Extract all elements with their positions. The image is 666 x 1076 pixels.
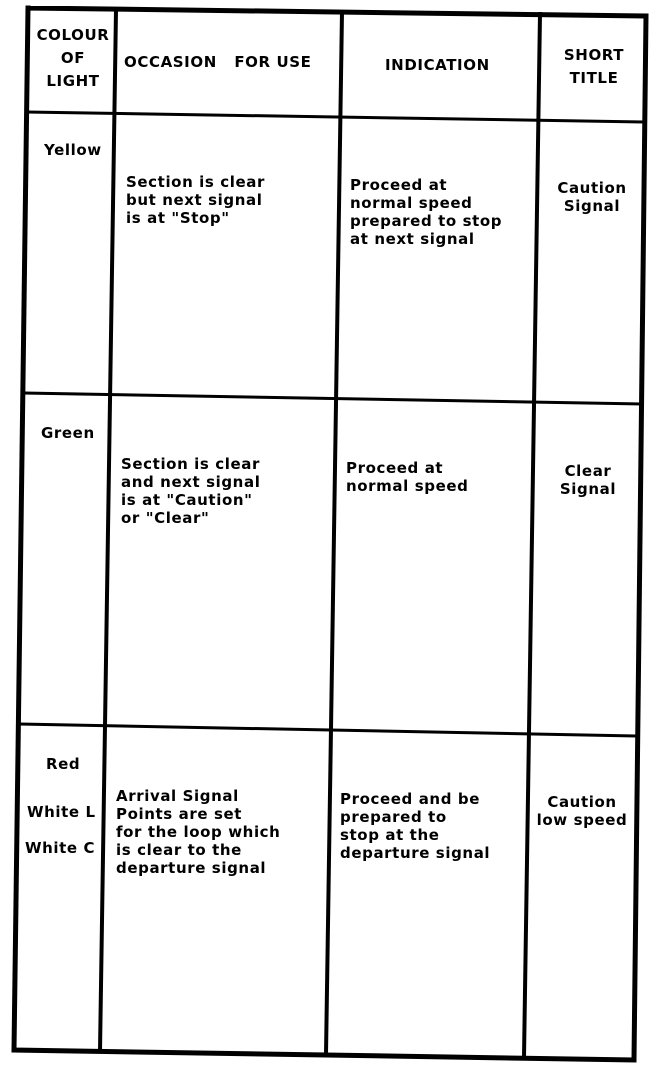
header-short-title-line-1: SHORT — [563, 46, 625, 64]
header-colour-line-3: LIGHT — [46, 72, 100, 90]
row-2-colour: Green — [41, 424, 95, 442]
header-short-title-line-2: TITLE — [569, 69, 619, 87]
header-colour-line-1: COLOUR — [36, 26, 110, 44]
column-divider-1 — [100, 10, 116, 1051]
row-3-colour-red: Red — [46, 755, 81, 773]
row-3-colour-white-l: White L — [27, 803, 96, 821]
header-colour-of-light — [30, 24, 116, 93]
header-colour-line-2: OF — [60, 49, 86, 67]
header-short-title — [548, 44, 640, 90]
row-3-colour-white-c: White C — [25, 839, 96, 857]
row-1-occasion: Section is clear but next signal is at "Stop" — [126, 173, 266, 227]
row-divider-2 — [20, 724, 637, 736]
row-3-short-title: Caution low speed — [536, 793, 628, 829]
row-1-short-title: Caution Signal — [557, 179, 627, 215]
row-3-occasion: Arrival Signal Points are set for the loop which is clear to the departure signal — [116, 787, 281, 877]
header-indication: INDICATION — [385, 56, 490, 74]
header-occasion-for-use: OCCASION FOR USE — [124, 53, 312, 71]
row-3-indication: Proceed and be prepared to stop at the departure signal — [340, 790, 491, 862]
row-1-indication: Proceed at normal speed prepared to stop at next signal — [350, 176, 503, 248]
row-divider-header — [27, 112, 644, 122]
row-1-colour: Yellow — [44, 141, 102, 159]
row-2-short-title: Clear Signal — [559, 462, 617, 498]
column-divider-2 — [326, 12, 342, 1054]
row-divider-1 — [24, 393, 641, 404]
row-2-occasion: Section is clear and next signal is at "Caution" or "Clear" — [121, 455, 261, 527]
column-divider-3 — [524, 14, 540, 1057]
row-2-indication: Proceed at normal speed — [346, 459, 469, 495]
